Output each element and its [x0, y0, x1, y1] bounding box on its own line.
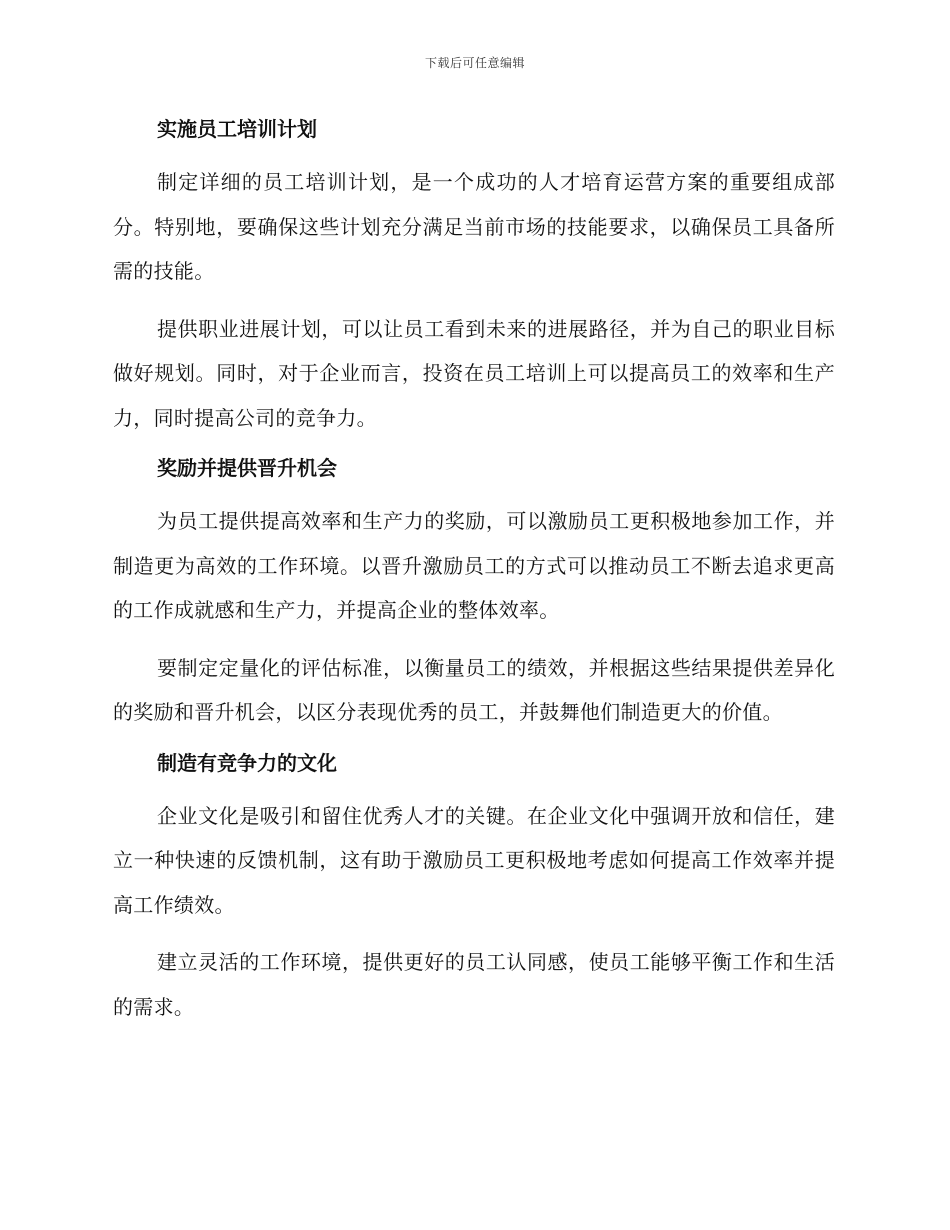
- section-heading-rewards: 奖励并提供晋升机会: [157, 456, 337, 480]
- section-heading-training: 实施员工培训计划: [157, 117, 317, 141]
- paragraph: 提供职业进展计划，可以让员工看到未来的进展路径，并为自己的职业目标做好规划。同时，对于企业而言，投资在员工培训上可以提高员工的效率和生产力，同时提高公司的竞争力。: [113, 316, 835, 430]
- paragraph: 建立灵活的工作环境，提供更好的员工认同感，使员工能够平衡工作和生活的需求。: [113, 950, 835, 1019]
- paragraph: 制定详细的员工培训计划，是一个成功的人才培育运营方案的重要组成部分。特别地，要确保这些计划充分满足当前市场的技能要求，以确保员工具备所需的技能。: [113, 170, 835, 283]
- paragraph: 为员工提供提高效率和生产力的奖励，可以激励员工更积极地参加工作，并制造更为高效的工作环境。以晋升激励员工的方式可以推动员工不断去追求更高的工作成就感和生产力，并提高企业的整体效率。: [113, 509, 835, 622]
- paragraph: 企业文化是吸引和留住优秀人才的关键。在企业文化中强调开放和信任，建立一种快速的反馈机制，这有助于激励员工更积极地考虑如何提高工作效率并提高工作绩效。: [113, 803, 835, 917]
- document-body: [113, 114, 835, 1042]
- section-heading-culture: 制造有竞争力的文化: [157, 750, 337, 775]
- paragraph: 要制定定量化的评估标准，以衡量员工的绩效，并根据这些结果提供差异化的奖励和晋升机会，以区分表现优秀的员工，并鼓舞他们制造更大的价值。: [113, 655, 835, 724]
- header-note: 下载后可任意编辑: [424, 56, 525, 70]
